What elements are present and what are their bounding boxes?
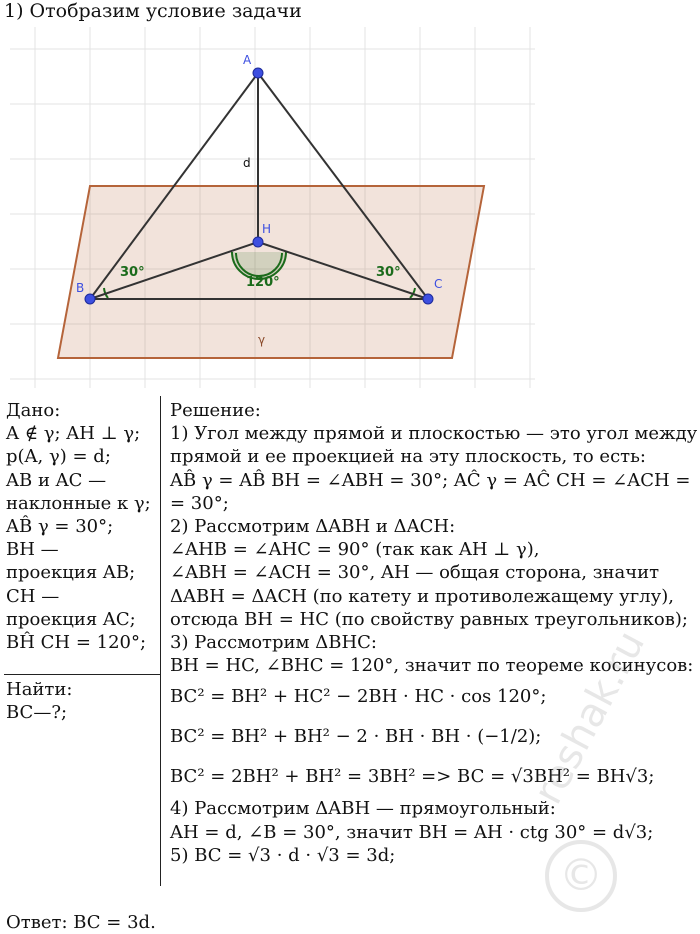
solution-title: Решение: [170,400,261,421]
watermark-text: reshak.ru [525,623,655,812]
solution-line: отсюда BH = HC (по свойству равных треугольников); [170,608,688,630]
solution-line: AB̂ γ = AB̂ BH = ∠ABH = 30°; AĈ γ = AĈ CH = ∠ACH = [170,469,691,491]
solution-line: прямой и ее проекцией на эту плоскость, то есть: [170,446,646,468]
segment-d-label: d [243,156,251,170]
given-line: CH — [6,585,60,607]
solution-line: 5) BC = √3 · d · √3 = 3d; [170,844,396,866]
given-line: AB̂ γ = 30°; [6,516,114,538]
given-title: Дано: [6,400,61,421]
solution-line: 1) Угол между прямой и плоскостью — это угол между [170,423,698,445]
given-line: A ∉ γ; AH ⊥ γ; [6,423,141,445]
column-divider [160,396,161,886]
given-divider [4,674,160,675]
given-block [6,399,158,654]
given-line: проекция AB; [6,562,136,584]
solution-line: BC² = 2BH² + BH² = 3BH² => BC = √3BH² = BH√3; [170,766,655,788]
given-line: p(A, γ) = d; [6,446,111,468]
point-h-dot [253,237,263,247]
find-line: BC—?; [6,702,68,724]
find-block [6,678,158,724]
page-heading: 1) Отобразим условие задачи [4,0,302,22]
solution-line: BC² = BH² + BH² − 2 · BH · BH · (−1/2); [170,726,542,748]
angle-b-label: 30° [120,265,145,280]
solution-line: = 30°; [170,492,229,514]
solution-line: AH = d, ∠B = 30°, значит BH = AH · ctg 30° = d√3; [170,821,654,843]
plane-gamma-label: γ [258,333,266,347]
solution-line: BC² = BH² + HC² − 2BH · HC · cos 120°; [170,686,547,708]
solution-line: BH = HC, ∠BHC = 120°, значит по теореме косинусов: [170,655,694,677]
given-line: AB и AC — [6,469,107,491]
solution-line: ∠ABH = ∠ACH = 30°, AH — общая сторона, значит [170,562,660,584]
solution-line: 3) Рассмотрим ΔBHC: [170,632,377,654]
angle-c-label: 30° [376,265,401,280]
point-b-label: B [76,281,85,295]
solution-line: ΔABH = ΔACH (по катету и противолежащему углу), [170,585,674,607]
copyright-icon: © [545,840,617,912]
angle-h-label: 120° [246,275,280,290]
given-line: наклонные к γ; [6,492,151,514]
solution-line: 4) Рассмотрим ΔABH — прямоугольный: [170,798,556,820]
point-b-dot [85,294,95,304]
find-title: Найти: [6,679,73,700]
answer-line: Ответ: BC = 3d. [6,912,156,933]
point-c-label: C [434,277,443,291]
point-c-dot [423,294,433,304]
given-line: BH — [6,539,59,561]
point-h-label: H [262,222,272,236]
given-line: проекция AC; [6,608,136,630]
point-a-dot [253,68,263,78]
geometry-figure [0,22,540,388]
solution-line: ∠AHB = ∠AHC = 90° (так как AH ⊥ γ), [170,539,540,561]
solution-line: 2) Рассмотрим ΔABH и ΔACH: [170,516,456,538]
point-a-label: A [243,53,252,67]
given-line: BĤ CH = 120°; [6,632,147,654]
